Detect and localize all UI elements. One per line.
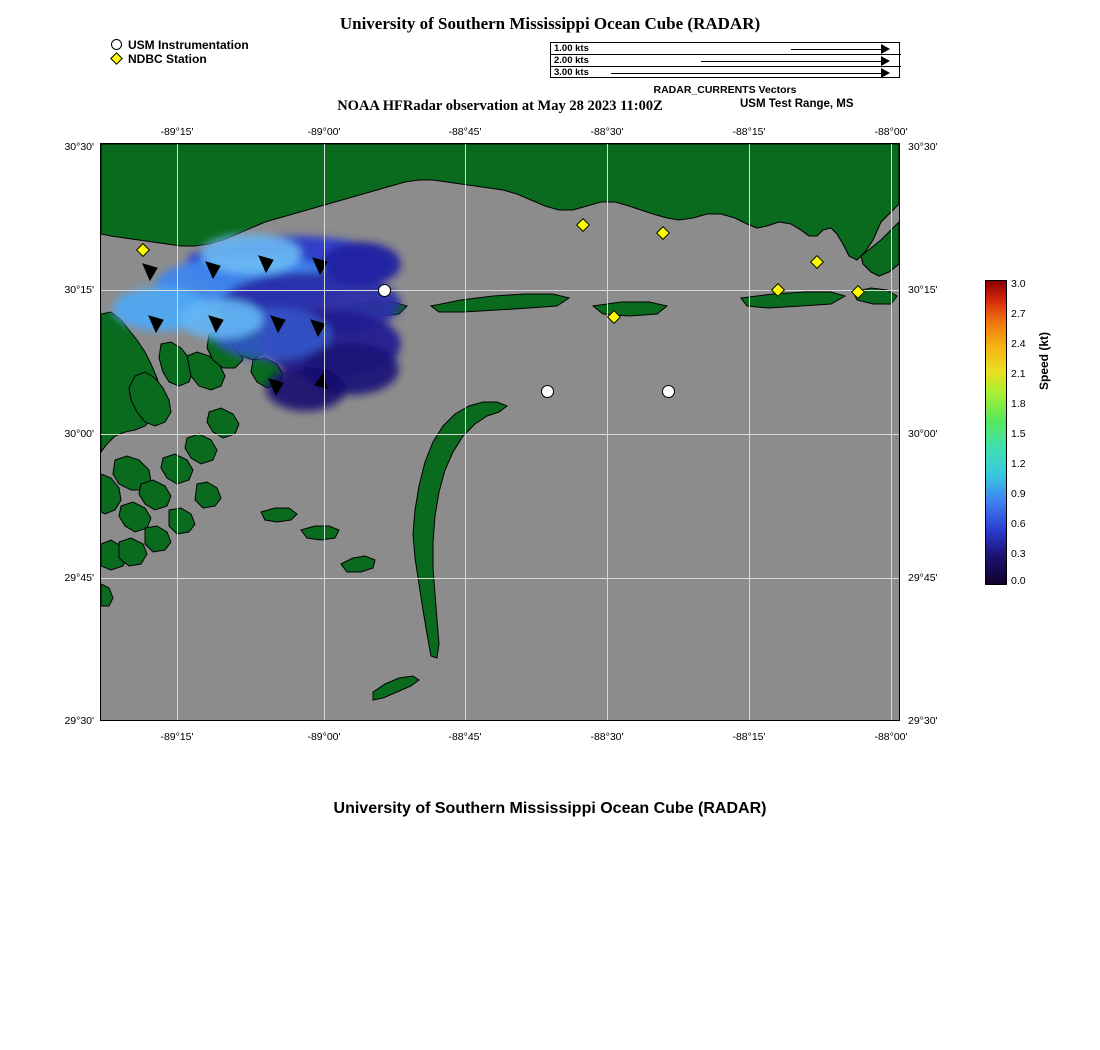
axis-label-right-2: 30°15'	[908, 284, 938, 296]
axis-label-bottom-4: -88°30'	[590, 731, 624, 743]
colorbar-tick-0-9: 0.9	[1011, 488, 1026, 500]
legend-item-ndbc	[110, 52, 360, 66]
gridline-lat-29-45	[101, 578, 899, 579]
colorbar-tick-0-3: 0.3	[1011, 548, 1026, 560]
vector-scale-arrow-3	[881, 68, 890, 78]
axis-label-top-5: -88°15'	[732, 126, 766, 138]
axis-label-right-4: 29°45'	[908, 572, 938, 584]
colorbar-gradient	[985, 280, 1007, 585]
axis-label-bottom-3: -88°45'	[448, 731, 482, 743]
map-legend	[110, 38, 360, 66]
colorbar-tick-1-5: 1.5	[1011, 428, 1026, 440]
usm-station-marker[interactable]	[378, 284, 391, 297]
vector-scale-key	[550, 42, 900, 78]
vector-scale-label-2: 2.00 kts	[554, 55, 589, 66]
axis-label-top-3: -88°45'	[448, 126, 482, 138]
vector-scale-line-1	[791, 49, 881, 50]
axis-label-top-1: -89°15'	[160, 126, 194, 138]
range-label: USM Test Range, MS	[740, 98, 854, 110]
axis-label-left-5: 29°30'	[64, 715, 94, 727]
colorbar	[985, 280, 1065, 590]
axis-label-bottom-5: -88°15'	[732, 731, 766, 743]
map-canvas[interactable]	[100, 143, 900, 721]
gridline-lon-88-00	[891, 144, 892, 720]
usm-station-marker[interactable]	[662, 385, 675, 398]
vector-scale-line-2	[701, 61, 881, 62]
axis-label-left-3: 30°00'	[64, 428, 94, 440]
axis-label-left-1: 30°30'	[64, 141, 94, 153]
legend-item-usm-label: USM Instrumentation	[128, 38, 249, 52]
gridline-lon-88-30	[607, 144, 608, 720]
gridline-lon-89-15	[177, 144, 178, 720]
colorbar-tick-3-0: 3.0	[1011, 278, 1026, 290]
usm-station-marker[interactable]	[541, 385, 554, 398]
circle-marker-icon	[110, 38, 128, 52]
diamond-marker-icon	[110, 52, 128, 66]
axis-label-bottom-6: -88°00'	[874, 731, 908, 743]
gridline-lon-89-00	[324, 144, 325, 720]
vector-scale-row-2	[551, 55, 901, 67]
vector-scale-arrow-1	[881, 44, 890, 54]
vector-scale-label-3: 3.00 kts	[554, 67, 589, 78]
axis-label-bottom-1: -89°15'	[160, 731, 194, 743]
axis-label-left-2: 30°15'	[64, 284, 94, 296]
gridline-lat-30-00	[101, 434, 899, 435]
axis-label-right-1: 30°30'	[908, 141, 938, 153]
colorbar-tick-2-4: 2.4	[1011, 338, 1026, 350]
axis-label-left-4: 29°45'	[64, 572, 94, 584]
map-inner	[101, 144, 899, 720]
gridline-lon-88-45	[465, 144, 466, 720]
radar-current-field	[101, 144, 899, 720]
vector-scale-label-1: 1.00 kts	[554, 43, 589, 54]
observation-title: NOAA HFRadar observation at May 28 2023 11:00Z	[337, 98, 663, 114]
colorbar-tick-1-2: 1.2	[1011, 458, 1026, 470]
colorbar-tick-0-0: 0.0	[1011, 575, 1026, 587]
axis-label-right-3: 30°00'	[908, 428, 938, 440]
vector-scale-arrow-2	[881, 56, 890, 66]
footer-title: University of Southern Mississippi Ocean Cube (RADAR)	[333, 800, 767, 817]
gridline-lon-88-15	[749, 144, 750, 720]
axis-label-top-2: -89°00'	[307, 126, 341, 138]
colorbar-tick-2-1: 2.1	[1011, 368, 1026, 380]
axis-label-bottom-2: -89°00'	[307, 731, 341, 743]
legend-item-ndbc-label: NDBC Station	[128, 52, 207, 66]
vector-scale-row-3	[551, 67, 901, 79]
page-title: University of Southern Mississippi Ocean Cube (RADAR)	[339, 14, 761, 33]
axis-label-right-5: 29°30'	[908, 715, 938, 727]
axis-label-top-6: -88°00'	[874, 126, 908, 138]
colorbar-title: Speed (kt)	[1037, 331, 1051, 390]
legend-item-usm	[110, 38, 360, 52]
axis-label-top-4: -88°30'	[590, 126, 624, 138]
colorbar-tick-0-6: 0.6	[1011, 518, 1026, 530]
vector-scale-row-1	[551, 43, 901, 55]
colorbar-tick-1-8: 1.8	[1011, 398, 1026, 410]
vector-scale-caption: RADAR_CURRENTS Vectors	[653, 84, 797, 96]
colorbar-tick-2-7: 2.7	[1011, 308, 1026, 320]
vector-scale-line-3	[611, 73, 881, 74]
